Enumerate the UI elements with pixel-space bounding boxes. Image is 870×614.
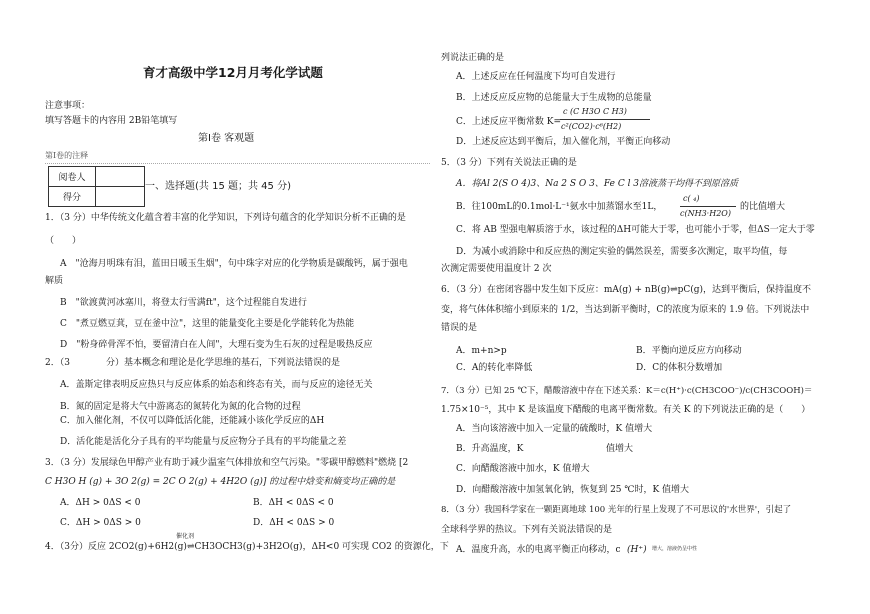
divider-line	[45, 163, 430, 164]
q6-stem-cont2: 错误的是	[441, 323, 478, 333]
q5-option-b: B．往100mL的0.1mol·L⁻¹氨水中加蒸馏水至1L，	[456, 202, 663, 212]
q5-option-d: D．为减小或消除中和反应热的测定实验的偶然误差，需要多次测定，取平均值，每	[456, 247, 788, 257]
q5-option-b-cont: 的比值增大	[740, 202, 786, 212]
q4-stem-cont: 列说法正确的是	[441, 53, 505, 63]
q4-option-c: C．上述反应平衡常数 K=	[456, 117, 562, 127]
q2-option-c: C．加入催化剂，不仅可以降低活化能，还能减小该化学反应的ΔH	[60, 416, 325, 426]
q7-stem: 7．（3 分）已知 25 ℃下，醋酸溶液中存在下述关系：K＝c(H⁺)·c(CH3COO⁻)/c(CH3COOH)＝	[441, 386, 813, 396]
q5-option-a: A．将Al 2(S O 4)3、Na 2 S O 3、Fe C l 3溶液蒸干均得不到原溶质	[456, 179, 739, 189]
q7-option-b: B．升高温度，K	[456, 444, 524, 454]
q2-option-b: B．氮的固定是将大气中游离态的氮转化为氮的化合物的过程	[60, 402, 301, 412]
q4-stem: 4．（3分）反应 2CO2(g)+6H2(g)⇌CH3OCH3(g)+3H2O(g)，ΔH<0 可实现 CO2 的资源化，下	[45, 542, 449, 552]
score-table-score-cell[interactable]	[96, 187, 145, 207]
score-table-score-label: 得分	[49, 187, 96, 207]
q1-option-a: A "沧海月明珠有泪，蓝田日暖玉生烟"，句中珠字对应的化学物质是碳酸钙，属于强电	[60, 259, 408, 269]
q1-stem: 1．（3 分）中华传统文化蕴含着丰富的化学知识，下列诗句蕴含的化学知识分析不正确的是	[45, 213, 406, 223]
q3-equation: C H3O H (g) + 3O 2(g) = 2C O 2(g) + 4H2O (g)] 的过程中焓变和熵变均正确的是	[45, 477, 396, 487]
q8-option-a-cont: 增大，溶液仍呈中性	[652, 546, 698, 552]
q4-k-fraction-bar	[560, 119, 650, 120]
q1-option-d: D "粉身碎骨浑不怕，要留清白在人间"，大理石变为生石灰的过程是吸热反应	[60, 340, 373, 350]
score-table-reviewer-cell[interactable]	[96, 167, 145, 187]
q7-option-d: D．向醋酸溶液中加氢氧化钠，恢复到 25 ℃时，K 值增大	[456, 485, 690, 495]
volume-title: 第Ⅰ卷 客观题	[198, 133, 255, 144]
q8-stem-cont: 全球科学界的热议。下列有关说法错误的是	[441, 525, 613, 535]
q6-stem-cont: 变，将气体体积缩小到原来的 1/2，当达到新平衡时，C的浓度为原来的 1.9 倍。下列说法中	[441, 305, 810, 315]
score-table	[48, 166, 145, 207]
q4-k-denominator: c²(CO2)·c⁶(H2)	[561, 122, 622, 131]
section-title: 一、选择题(共 15 题；共 45 分)	[145, 181, 291, 192]
q5-ratio-numerator: c( ₄)	[683, 194, 700, 203]
q6-option-c: C．A的转化率降低	[456, 363, 533, 373]
notes-heading: 注意事项：	[45, 101, 91, 111]
q4-k-numerator: c (C H3O C H3)	[563, 107, 627, 116]
volume-notes: 第Ⅰ卷的注释	[45, 151, 89, 160]
q4-option-d: D．上述反应达到平衡后，加入催化剂，平衡正向移动	[456, 137, 671, 147]
q2-stem: 2．（3 分）基本概念和理论是化学思维的基石，下列说法错误的是	[45, 358, 340, 368]
q7-option-b-cont: 值增大	[606, 444, 634, 454]
q2-option-d: D．活化能是活化分子具有的平均能量与反应物分子具有的平均能量之差	[60, 437, 347, 447]
q5-option-d-cont: 次测定需要使用温度计 2 次	[441, 264, 552, 274]
q5-stem: 5．（3 分）下列有关说法正确的是	[441, 158, 577, 168]
q8-option-a: A．温度升高，水的电离平衡正向移动，c	[456, 545, 621, 555]
q6-option-b: B．平衡向逆反应方向移动	[636, 346, 742, 356]
q1-option-a-cont: 解质	[45, 276, 64, 286]
q5-ratio-fraction-bar	[680, 206, 736, 207]
q7-stem-cont: 1.75×10⁻⁵，其中 K 是该温度下醋酸的电离平衡常数。有关 K 的下列说法正确的是（ ）	[441, 405, 811, 415]
q3-stem: 3．（3 分）发展绿色甲醇产业有助于减少温室气体排放和空气污染。"零碳甲醇燃料"燃烧 [2	[45, 458, 409, 468]
q3-option-a: A．ΔH > 0ΔS < 0	[60, 498, 141, 508]
q2-option-a: A．盖斯定律表明反应热只与反应体系的始态和终态有关，而与反应的途径无关	[60, 380, 373, 390]
q7-option-a: A．当向该溶液中加入一定量的硫酸时，K 值增大	[456, 424, 653, 434]
q4-option-b: B．上述反应反应物的总能量大于生成物的总能量	[456, 93, 652, 103]
q8-h-plus: (H⁺)	[627, 545, 647, 555]
q3-option-c: C．ΔH > 0ΔS > 0	[60, 518, 141, 528]
exam-title: 育才高级中学12月月考化学试题	[143, 65, 323, 80]
q4-catalyst-label: 催化剂	[176, 533, 195, 540]
q4-option-a: A．上述反应在任何温度下均可自发进行	[456, 72, 616, 82]
q8-stem: 8．（3 分）我国科学家在一颗距离地球 100 光年的行星上发现了不可思议的'水世界'，引起了	[441, 505, 792, 515]
notes-line: 填写答题卡的内容用 2B铅笔填写	[45, 116, 178, 126]
q7-option-c: C．向醋酸溶液中加水，K 值增大	[456, 464, 590, 474]
q6-option-d: D．C的体积分数增加	[636, 363, 723, 373]
q6-stem: 6．（3 分）在密闭容器中发生如下反应：mA(g) + nB(g)⇌pC(g)，达到平衡后，保持温度不	[441, 285, 812, 295]
q3-option-b: B．ΔH < 0ΔS < 0	[253, 498, 334, 508]
q5-ratio-denominator: c(NH3·H2O)	[680, 209, 731, 218]
q1-option-b: B "欲渡黄河冰塞川，将登太行雪满ft"，这个过程能自发进行	[60, 298, 307, 308]
q3-option-d: D．ΔH < 0ΔS > 0	[253, 518, 335, 528]
q1-option-c: C "煮豆燃豆萁，豆在釜中泣"，这里的能量变化主要是化学能转化为热能	[60, 319, 355, 329]
q1-answer-blank: （ ）	[45, 236, 82, 246]
score-table-reviewer-label: 阅卷人	[49, 167, 96, 187]
q6-option-a: A．m+n>p	[456, 346, 507, 356]
q5-option-c: C．将 AB 型强电解质溶于水，该过程的ΔH可能大于零，也可能小于零，但ΔS一定大于零	[456, 225, 815, 235]
